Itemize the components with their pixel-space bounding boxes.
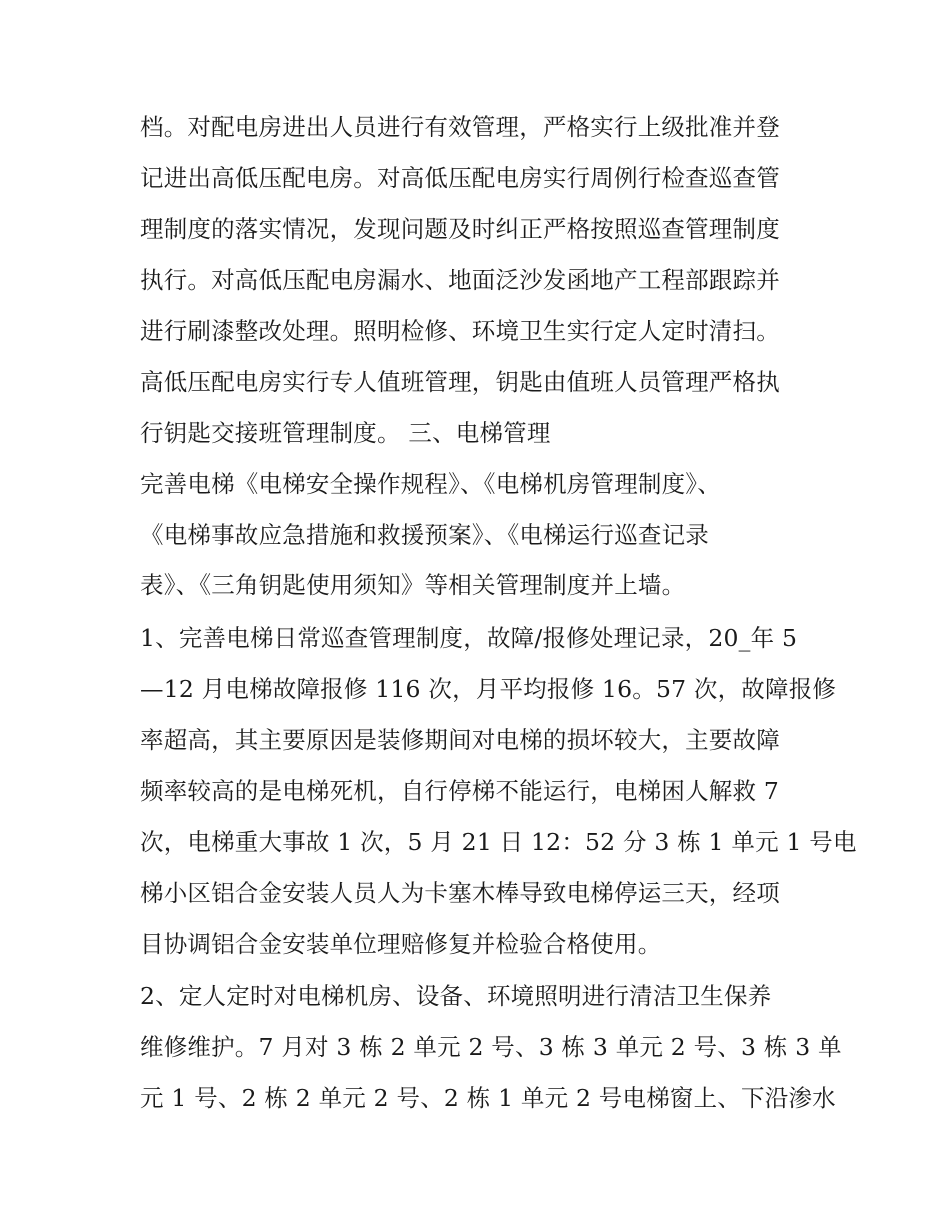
text-line: 记进出高低压配电房。对高低压配电房实行周例行检查巡查管 bbox=[140, 164, 780, 192]
text-line: 行钥匙交接班管理制度。 三、电梯管理 bbox=[140, 419, 551, 447]
text-line: 表》、《三角钥匙使用须知》等相关管理制度并上墙。 bbox=[140, 571, 686, 599]
text-line: 1、完善电梯日常巡查管理制度，故障/报修处理记录，20_年 5 bbox=[140, 624, 798, 652]
text-line: 维修维护。7 月对 3 栋 2 单元 2 号、3 栋 3 单元 2 号、3 栋 3 单 bbox=[140, 1033, 842, 1061]
text-line: 高低压配电房实行专人值班管理，钥匙由值班人员管理严格执 bbox=[140, 368, 780, 396]
text-line: 完善电梯《电梯安全操作规程》、《电梯机房管理制度》、 bbox=[140, 470, 721, 498]
text-line: 执行。对高低压配电房漏水、地面泛沙发函地产工程部跟踪并 bbox=[140, 266, 780, 294]
text-line: 进行刷漆整改处理。照明检修、环境卫生实行定人定时清扫。 bbox=[140, 317, 780, 345]
text-line: 频率较高的是电梯死机，自行停梯不能运行，电梯困人解救 7 bbox=[140, 777, 780, 805]
text-line: 目协调铝合金安装单位理赔修复并检验合格使用。 bbox=[140, 930, 662, 958]
text-line: 梯小区铝合金安装人员人为卡塞木棒导致电梯停运三天，经项 bbox=[140, 879, 780, 907]
text-line: 次，电梯重大事故 1 次，5 月 21 日 12：52 分 3 栋 1 单元 1 号电 bbox=[140, 828, 857, 856]
text-line: 率超高，其主要原因是装修期间对电梯的损坏较大，主要故障 bbox=[140, 726, 780, 754]
text-line: 2、定人定时对电梯机房、设备、环境照明进行清洁卫生保养 bbox=[140, 982, 772, 1010]
text-line: 《电梯事故应急措施和救援预案》、《电梯运行巡查记录 bbox=[140, 521, 709, 549]
text-line: —12 月电梯故障报修 116 次，月平均报修 16。57 次，故障报修 bbox=[140, 675, 837, 703]
text-line: 理制度的落实情况，发现问题及时纠正严格按照巡查管理制度 bbox=[140, 215, 780, 243]
text-line: 元 1 号、2 栋 2 单元 2 号、2 栋 1 单元 2 号电梯窗上、下沿渗水 bbox=[140, 1084, 836, 1112]
text-line: 档。对配电房进出人员进行有效管理，严格实行上级批准并登 bbox=[140, 113, 780, 141]
